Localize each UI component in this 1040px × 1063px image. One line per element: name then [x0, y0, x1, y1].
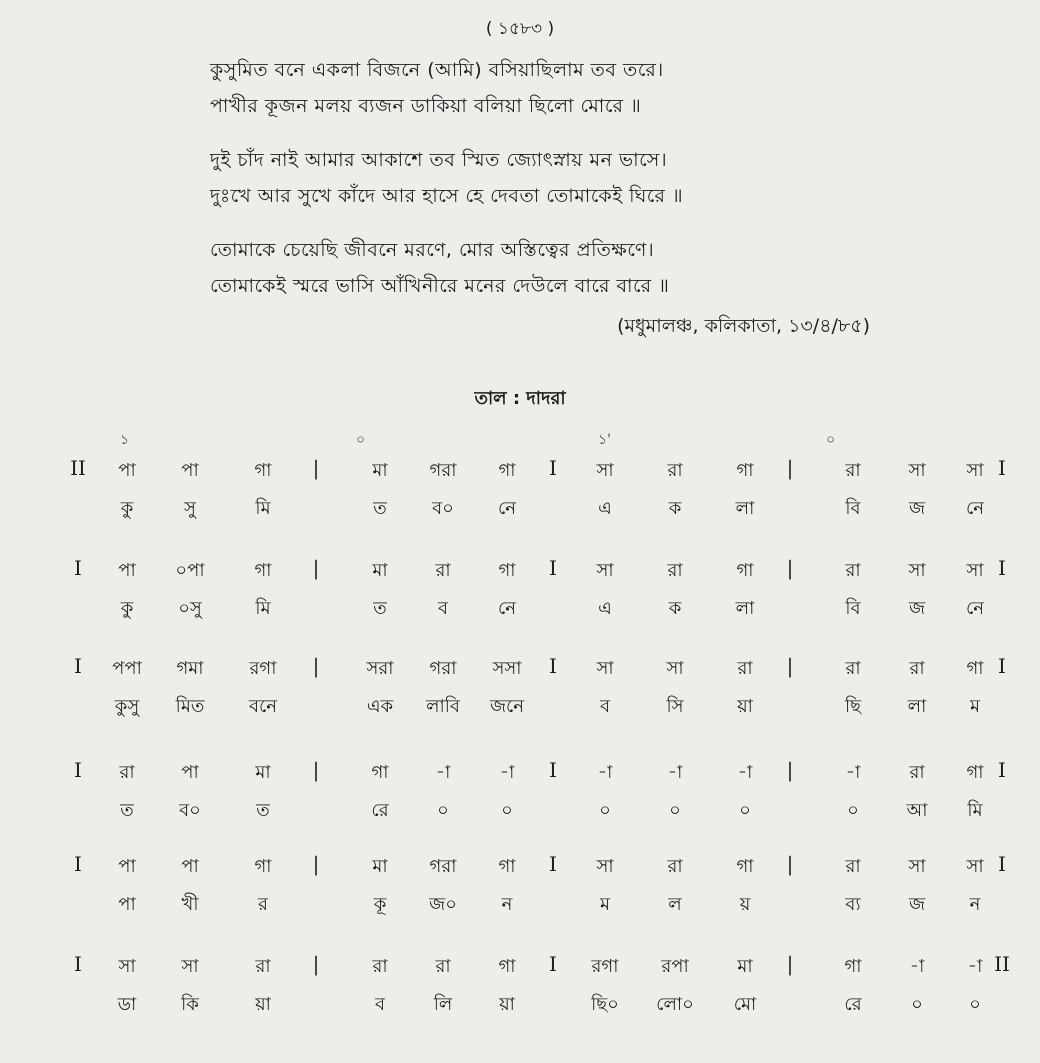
note-cell: সা — [596, 856, 614, 877]
note-cell: -া — [967, 956, 983, 977]
lyric-cell: ০ — [437, 800, 449, 821]
beat-marks — [0, 428, 1040, 448]
note-cell: গরা — [429, 658, 457, 679]
lyric-cell: নে — [497, 498, 517, 519]
barline: | — [786, 456, 794, 480]
note-cell: -া — [667, 762, 683, 783]
note-cell: সা — [908, 560, 926, 581]
note-cell: গা — [844, 956, 862, 977]
note-cell: গা — [254, 560, 272, 581]
lyric-cell: ত — [373, 498, 387, 519]
end-barline: I — [998, 456, 1006, 480]
note-cell: সা — [966, 560, 984, 581]
note-cell: সা — [966, 856, 984, 877]
end-barline: I — [998, 758, 1006, 782]
lyric-cell: ব্য — [845, 894, 861, 915]
lyric-cell: ০ — [969, 994, 981, 1015]
notation-row — [0, 758, 1040, 830]
lyric-cell: ক — [668, 598, 682, 619]
lyric-cell: লি — [433, 994, 453, 1015]
lyric-cell: ডা — [117, 994, 137, 1015]
lyric-cell: ম — [970, 696, 980, 717]
barline: | — [312, 556, 320, 580]
lyric-cell: রে — [844, 994, 862, 1015]
note-cell: মা — [372, 460, 388, 481]
lyric-cell: নে — [965, 498, 985, 519]
note-cell: ০পা — [175, 560, 205, 581]
note-cell: পা — [181, 856, 199, 877]
lyric-cell: লো০ — [656, 994, 694, 1015]
note-cell: রা — [909, 658, 925, 679]
start-barline: I — [74, 758, 82, 782]
beat-mark: ০ — [826, 432, 836, 448]
lyric-cell: য়া — [737, 696, 753, 717]
lyric-cell: ম — [600, 894, 610, 915]
note-line — [0, 456, 1040, 490]
lyric-cell: জ — [908, 894, 926, 915]
barline: I — [549, 556, 557, 580]
end-barline: I — [998, 556, 1006, 580]
note-cell: সা — [666, 658, 684, 679]
lyric-cell: ছি০ — [591, 994, 619, 1015]
lyric-cell: ০সু — [178, 598, 202, 619]
note-cell: -া — [435, 762, 451, 783]
lyric-cell: মি — [967, 800, 983, 821]
lyric-cell: ন — [969, 894, 981, 915]
lyric-cell: কু — [120, 498, 134, 519]
note-cell: সা — [908, 460, 926, 481]
note-cell: রা — [667, 856, 683, 877]
end-barline: I — [998, 654, 1006, 678]
note-cell: গা — [736, 560, 754, 581]
note-line — [0, 952, 1040, 986]
start-barline: I — [74, 852, 82, 876]
lyric-cell: ০ — [599, 800, 611, 821]
barline: | — [786, 654, 794, 678]
lyric-cell: কি — [181, 994, 199, 1015]
lyric-cell: কূ — [373, 894, 387, 915]
note-cell: গা — [966, 658, 984, 679]
barline: I — [549, 952, 557, 976]
note-cell: সা — [596, 560, 614, 581]
barline: | — [786, 758, 794, 782]
lyric-cell: ত — [256, 800, 270, 821]
lyric-cell: জ — [908, 598, 926, 619]
lyric-cell: লা — [907, 696, 927, 717]
note-line — [0, 556, 1040, 590]
lyric-cell: নে — [965, 598, 985, 619]
note-cell: মা — [372, 560, 388, 581]
lyric-cell: সু — [184, 498, 196, 519]
note-cell: সা — [908, 856, 926, 877]
note-cell: -া — [499, 762, 515, 783]
note-cell: গরা — [429, 856, 457, 877]
note-cell: মা — [255, 762, 271, 783]
lyric-cell: সি — [666, 696, 684, 717]
note-cell: সা — [118, 956, 136, 977]
lyric-line — [0, 990, 1040, 1024]
note-line — [0, 852, 1040, 886]
note-cell: পা — [181, 762, 199, 783]
note-cell: রা — [435, 560, 451, 581]
lyric-cell: ০ — [669, 800, 681, 821]
lyric-cell: বনে — [249, 696, 277, 717]
lyric-cell: ন — [501, 894, 513, 915]
note-cell: -া — [845, 762, 861, 783]
page-number: ( ১৫৮৩ ) — [485, 19, 555, 39]
lyric-line — [0, 594, 1040, 628]
lyric-cell: ০ — [847, 800, 859, 821]
note-cell: গা — [498, 460, 516, 481]
note-cell: রা — [435, 956, 451, 977]
note-line — [0, 654, 1040, 688]
lyric-cell: য়া — [255, 994, 271, 1015]
lyric-cell: ০ — [739, 800, 751, 821]
lyric-cell: খী — [181, 894, 199, 915]
note-cell: পপা — [112, 658, 142, 679]
tala-heading: তাল : দাদরা — [474, 388, 566, 409]
note-cell: সা — [596, 460, 614, 481]
note-cell: রা — [845, 658, 861, 679]
barline: | — [786, 556, 794, 580]
note-cell: গা — [254, 856, 272, 877]
lyric-cell: লা — [735, 498, 755, 519]
beat-mark: ১ — [120, 432, 130, 448]
note-cell: সরা — [366, 658, 394, 679]
note-cell: রা — [667, 560, 683, 581]
note-cell: রা — [845, 460, 861, 481]
note-cell: পা — [118, 560, 136, 581]
notation-row — [0, 456, 1040, 528]
lyric-cell: এক — [366, 696, 394, 717]
lyric-cell: নে — [497, 598, 517, 619]
lyric-line — [0, 494, 1040, 528]
verse-line: দুই চাঁদ নাই আমার আকাশে তব স্মিত জ্যোৎস্নায় মন ভাসে। — [210, 149, 668, 171]
beat-mark: ১' — [598, 432, 611, 448]
barline: I — [549, 852, 557, 876]
notation-row — [0, 654, 1040, 726]
lyric-cell: ত — [373, 598, 387, 619]
barline: I — [549, 758, 557, 782]
start-barline: I — [74, 952, 82, 976]
barline: | — [312, 758, 320, 782]
verse-line: তোমাকে চেয়েছি জীবনে মরণে, মোর অস্তিত্বের প্রতিক্ষণে। — [210, 239, 655, 261]
lyric-cell: মি — [255, 598, 271, 619]
note-cell: -া — [909, 956, 925, 977]
note-cell: গা — [498, 560, 516, 581]
lyric-cell: জ০ — [429, 894, 457, 915]
lyric-cell: ব — [437, 598, 449, 619]
start-barline: I — [74, 556, 82, 580]
end-barline: I — [998, 852, 1006, 876]
notation-row — [0, 852, 1040, 924]
lyric-cell: আ — [906, 800, 928, 821]
note-cell: গা — [736, 460, 754, 481]
note-cell: রপা — [661, 956, 689, 977]
barline: | — [786, 852, 794, 876]
lyric-cell: ত — [120, 800, 134, 821]
lyric-line — [0, 692, 1040, 726]
lyric-cell: রে — [371, 800, 389, 821]
note-cell: রা — [119, 762, 135, 783]
note-cell: রা — [737, 658, 753, 679]
note-cell: গা — [498, 856, 516, 877]
lyric-cell: ব০ — [432, 498, 454, 519]
lyric-cell: লা — [735, 598, 755, 619]
note-cell: রা — [845, 560, 861, 581]
note-cell: -া — [737, 762, 753, 783]
lyric-cell: মো — [733, 994, 757, 1015]
lyric-line — [0, 796, 1040, 830]
verse-line: পাখীর কূজন মলয় ব্যজন ডাকিয়া বলিয়া ছিলো মোরে ॥ — [210, 95, 642, 117]
verse-line: কুসুমিত বনে একলা বিজনে (আমি) বসিয়াছিলাম তব তরে। — [210, 59, 664, 81]
start-barline: I — [74, 654, 82, 678]
lyric-cell: ক — [668, 498, 682, 519]
note-cell: সা — [596, 658, 614, 679]
note-cell: রা — [667, 460, 683, 481]
barline: I — [549, 654, 557, 678]
note-cell: গা — [498, 956, 516, 977]
barline: | — [312, 952, 320, 976]
lyric-cell: জ — [908, 498, 926, 519]
note-cell: পা — [181, 460, 199, 481]
lyric-cell: ০ — [911, 994, 923, 1015]
note-cell: গা — [736, 856, 754, 877]
lyric-line — [0, 890, 1040, 924]
end-barline: II — [994, 952, 1010, 976]
note-cell: গরা — [429, 460, 457, 481]
note-cell: মা — [737, 956, 753, 977]
lyric-cell: মিত — [175, 696, 205, 717]
note-cell: রা — [845, 856, 861, 877]
note-cell: গা — [371, 762, 389, 783]
note-cell: গা — [254, 460, 272, 481]
notation-row — [0, 556, 1040, 628]
source-citation: (মধুমালঞ্চ, কলিকাতা, ১৩/৪/৮৫) — [617, 315, 870, 337]
note-cell: গমা — [176, 658, 204, 679]
start-barline: II — [70, 456, 86, 480]
verse-line: দুঃখে আর সুখে কাঁদে আর হাসে হে দেবতা তোমাকেই ঘিরে ॥ — [210, 185, 684, 207]
note-cell: -া — [597, 762, 613, 783]
lyric-cell: লাবি — [426, 696, 460, 717]
lyric-cell: বি — [845, 498, 861, 519]
note-line — [0, 758, 1040, 792]
lyric-cell: পা — [118, 894, 136, 915]
lyric-cell: য়া — [499, 994, 515, 1015]
note-cell: মা — [372, 856, 388, 877]
note-cell: সা — [181, 956, 199, 977]
lyric-cell: কু — [120, 598, 134, 619]
note-cell: গা — [966, 762, 984, 783]
lyric-cell: এ — [598, 498, 612, 519]
lyric-cell: র — [258, 894, 268, 915]
note-cell: রা — [909, 762, 925, 783]
note-cell: রা — [372, 956, 388, 977]
note-cell: রা — [255, 956, 271, 977]
note-cell: পা — [118, 460, 136, 481]
lyric-cell: ০ — [501, 800, 513, 821]
note-cell: সা — [966, 460, 984, 481]
lyric-cell: য় — [739, 894, 751, 915]
note-cell: রগা — [249, 658, 277, 679]
barline: I — [549, 456, 557, 480]
lyric-cell: কুসু — [114, 696, 140, 717]
lyric-cell: এ — [598, 598, 612, 619]
notation-row — [0, 952, 1040, 1024]
barline: | — [312, 654, 320, 678]
lyric-cell: ব — [374, 994, 386, 1015]
lyric-cell: ছি — [844, 696, 862, 717]
verse-line: তোমাকেই স্মরে ভাসি আঁখিনীরে মনের দেউলে বারে বারে ॥ — [210, 275, 670, 297]
barline: | — [312, 456, 320, 480]
beat-mark: ০ — [356, 432, 366, 448]
lyric-cell: ব — [599, 696, 611, 717]
lyric-cell: জনে — [489, 696, 525, 717]
lyric-cell: মি — [255, 498, 271, 519]
note-cell: পা — [118, 856, 136, 877]
lyric-cell: ব০ — [179, 800, 201, 821]
barline: | — [312, 852, 320, 876]
barline: | — [786, 952, 794, 976]
lyric-cell: ল — [668, 894, 682, 915]
note-cell: রগা — [591, 956, 619, 977]
lyric-cell: বি — [845, 598, 861, 619]
note-cell: সসা — [492, 658, 522, 679]
